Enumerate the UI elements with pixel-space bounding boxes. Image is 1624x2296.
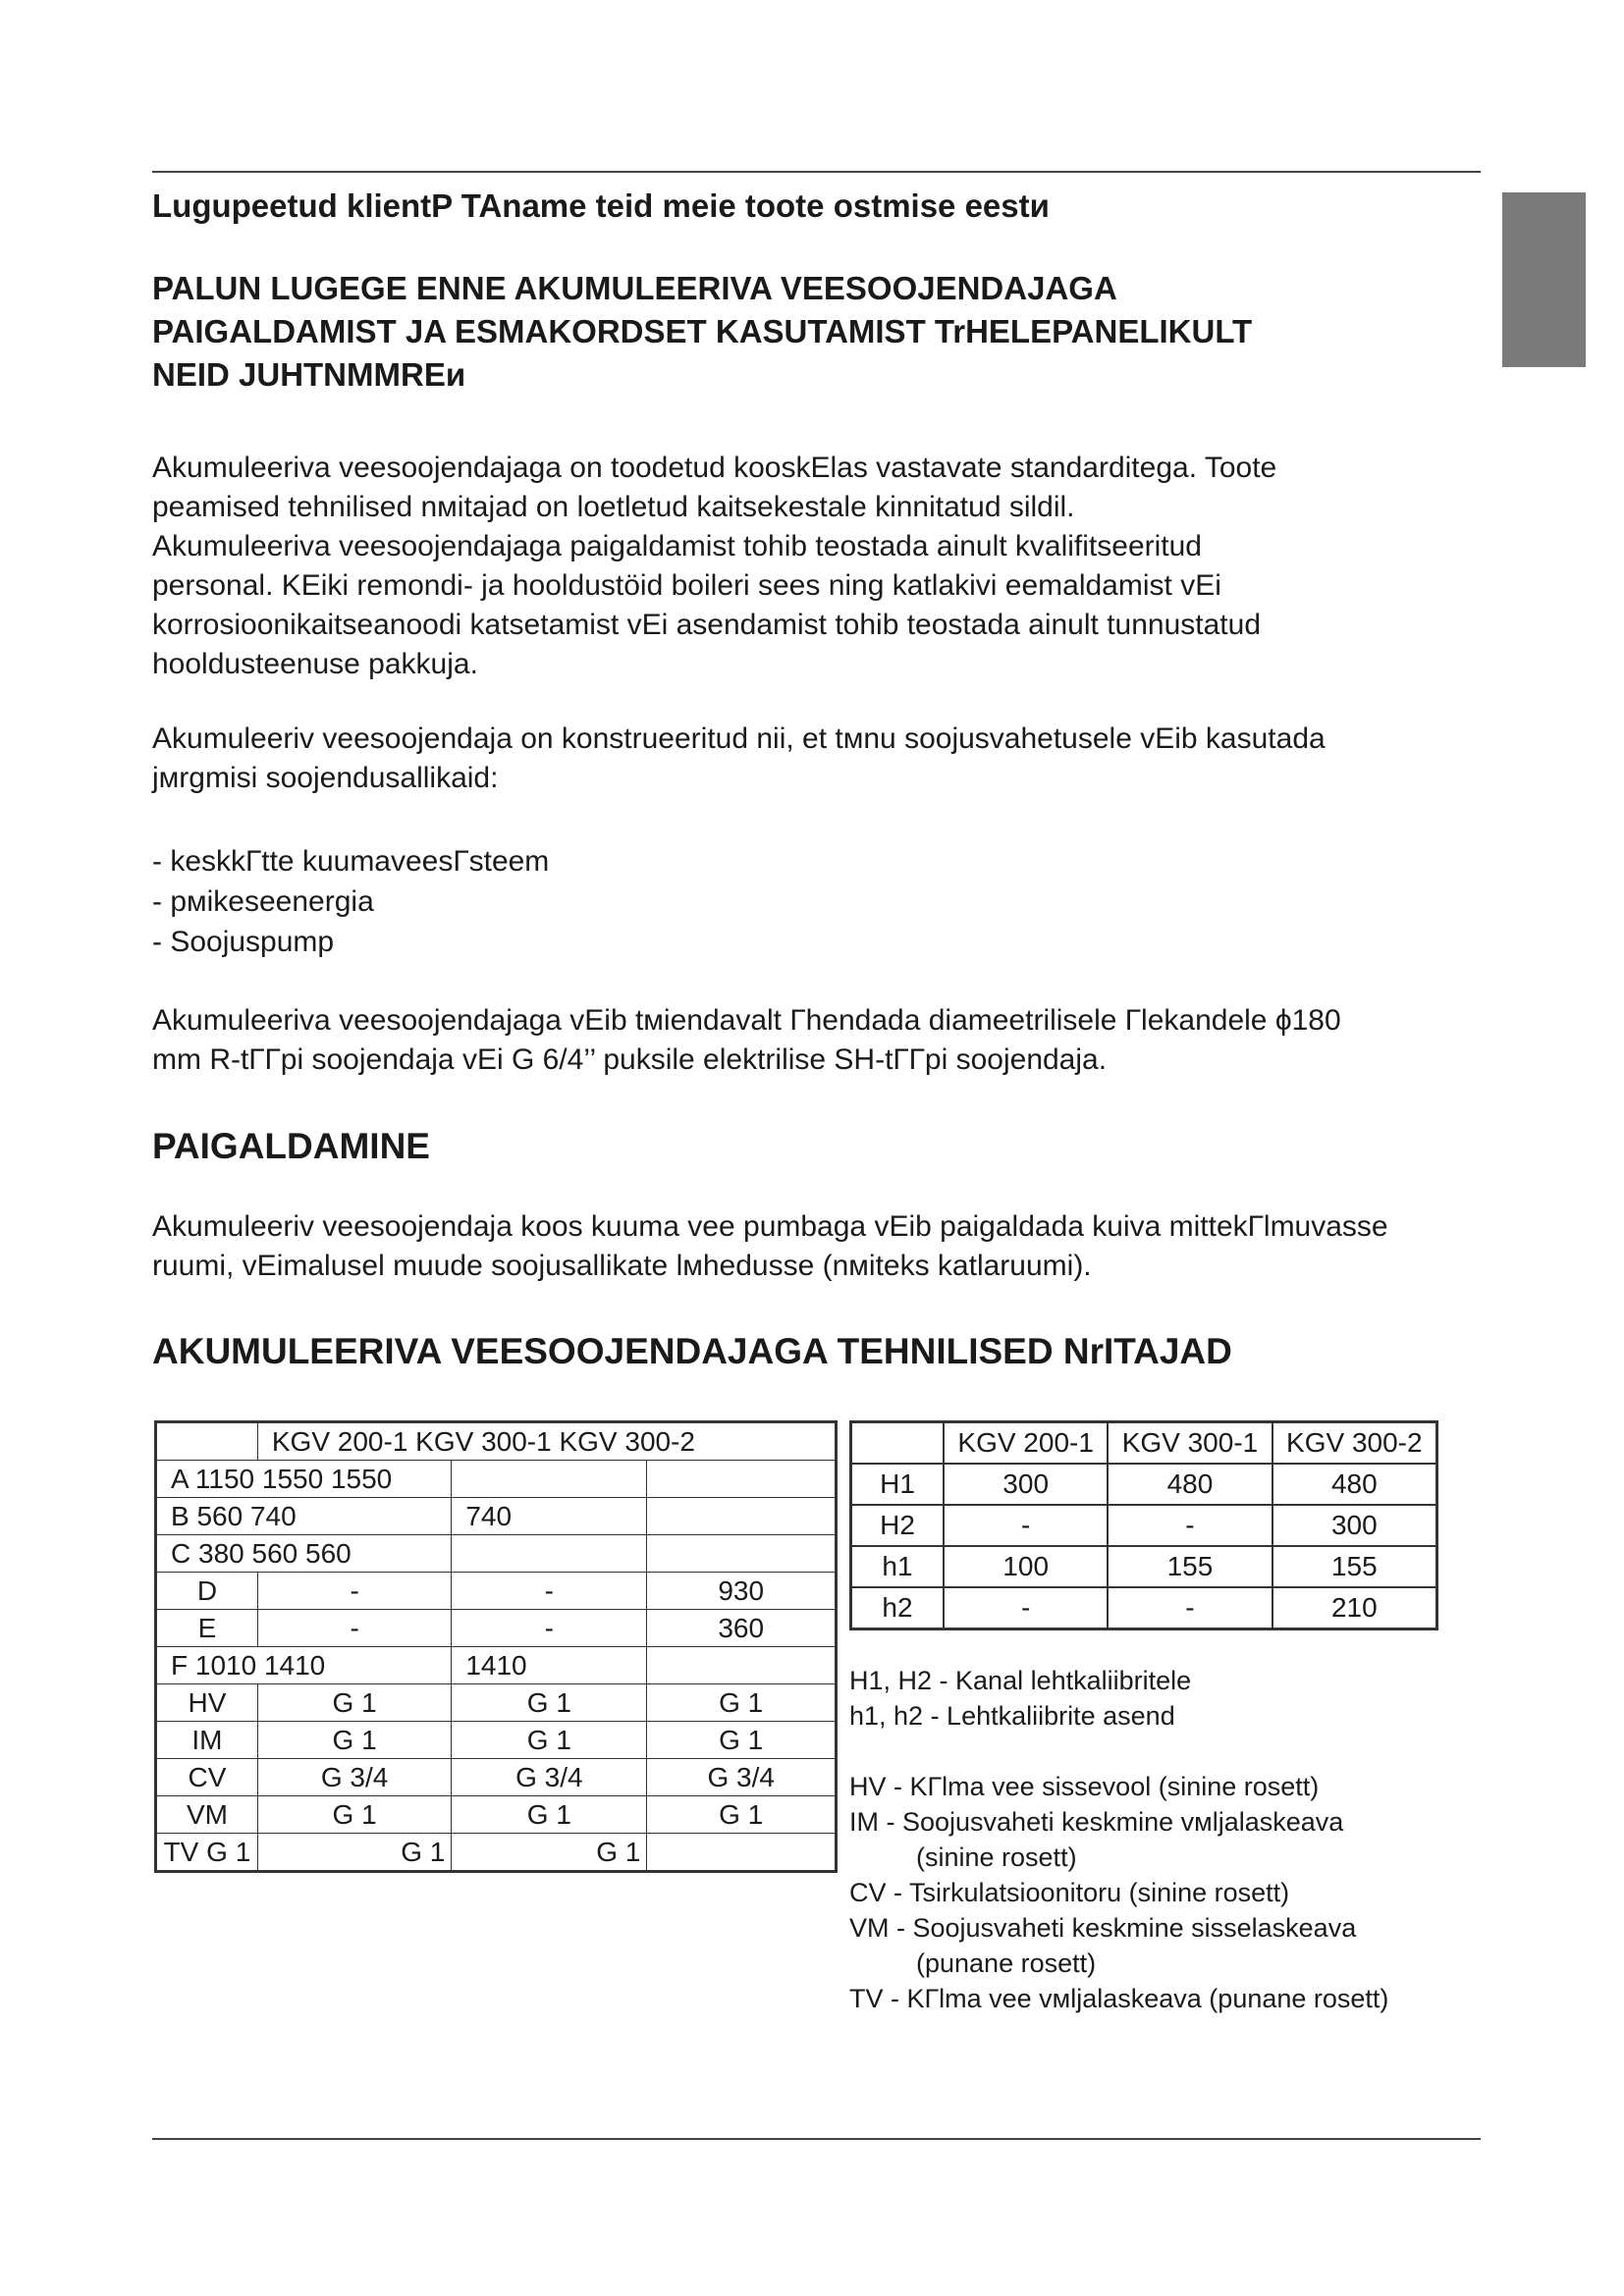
table-row bbox=[156, 1535, 837, 1573]
text-line: personal. KEiki remondi- ja hooldustöid boileri sees ning katlakivi eemaldamist vEi bbox=[152, 569, 1221, 602]
table-cell: 930 bbox=[647, 1573, 837, 1610]
table-cell: 480 bbox=[1272, 1464, 1437, 1505]
table-cell: H2 bbox=[851, 1505, 945, 1546]
table-cell bbox=[452, 1461, 647, 1498]
table-cell: h1 bbox=[851, 1546, 945, 1587]
connection-legend bbox=[849, 1663, 1388, 2016]
list-item: - pмikeseenergia bbox=[152, 885, 374, 918]
calibration-table bbox=[849, 1420, 1438, 1630]
legend-item: VM - Soojusvaheti keskmine sisselaskeava bbox=[849, 1913, 1357, 1943]
text-line: Akumuleeriv veesoojendaja koos kuuma vee pumbaga vEib paigaldada kuiva mittekГlmuvasse bbox=[152, 1210, 1388, 1243]
table-cell: h2 bbox=[851, 1587, 945, 1629]
table-cell: - bbox=[257, 1573, 451, 1610]
table-row bbox=[156, 1647, 837, 1684]
table-cell: B 560 740 bbox=[156, 1498, 452, 1535]
table-row bbox=[156, 1610, 837, 1647]
table-cell bbox=[156, 1422, 258, 1461]
section-tab-marker bbox=[1502, 192, 1586, 367]
legend-item: (punane rosett) bbox=[916, 1949, 1097, 1978]
text-line: Akumuleeriva veesoojendajaga on toodetud kooskElas vastavate standarditega. Toote bbox=[152, 452, 1277, 484]
table-cell: 300 bbox=[1272, 1505, 1437, 1546]
table-cell: G 3/4 bbox=[452, 1759, 647, 1796]
table-cell: 360 bbox=[647, 1610, 837, 1647]
table-row bbox=[156, 1573, 837, 1610]
table-row bbox=[851, 1422, 1437, 1465]
list-item: - Soojuspump bbox=[152, 926, 335, 958]
table-cell: HV bbox=[156, 1684, 258, 1722]
table-cell: 300 bbox=[944, 1464, 1108, 1505]
table-row bbox=[851, 1505, 1437, 1546]
table-header-cell: KGV 300-1 bbox=[1108, 1422, 1272, 1465]
table-cell: G 1 bbox=[452, 1722, 647, 1759]
table-cell: - bbox=[1108, 1505, 1272, 1546]
table-cell: 740 bbox=[452, 1498, 647, 1535]
table-cell bbox=[647, 1647, 837, 1684]
text-line: mm R-tГГpi soojendaja vEi G 6/4’’ puksile elektrilise SH-tГГpi soojendaja. bbox=[152, 1043, 1108, 1076]
table-cell: G 1 bbox=[452, 1796, 647, 1834]
warning-line-2: PAIGALDAMIST JA ESMAKORDSET KASUTAMIST TrHELEPANELIKULT bbox=[152, 313, 1253, 349]
table-cell: - bbox=[944, 1587, 1108, 1629]
technical-data-heading: AKUMULEERIVA VEESOOJENDAJAGA TEHNILISED NrITAJAD bbox=[152, 1331, 1232, 1371]
table-cell: A 1150 1550 1550 bbox=[156, 1461, 452, 1498]
heat-source-list bbox=[152, 841, 549, 962]
table-cell: C 380 560 560 bbox=[156, 1535, 452, 1573]
table-cell: 100 bbox=[944, 1546, 1108, 1587]
table-cell: TV G 1 bbox=[156, 1834, 258, 1872]
legend-item: h1, h2 - Lehtkaliibrite asend bbox=[849, 1701, 1175, 1731]
table-cell: G 1 bbox=[452, 1684, 647, 1722]
table-cell bbox=[647, 1498, 837, 1535]
read-instructions-warning bbox=[152, 267, 1252, 397]
table-cell: G 1 bbox=[647, 1722, 837, 1759]
table-cell bbox=[452, 1535, 647, 1573]
table-row bbox=[156, 1796, 837, 1834]
table-cell: 480 bbox=[1108, 1464, 1272, 1505]
table-row bbox=[156, 1461, 837, 1498]
table-row bbox=[156, 1722, 837, 1759]
table-row bbox=[156, 1684, 837, 1722]
table-cell: 210 bbox=[1272, 1587, 1437, 1629]
table-cell bbox=[647, 1834, 837, 1872]
warning-line-1: PALUN LUGEGE ENNE AKUMULEERIVA VEESOOJENDAJAGA bbox=[152, 270, 1117, 306]
table-cell: 155 bbox=[1272, 1546, 1437, 1587]
table-row bbox=[156, 1422, 837, 1461]
table-header-cell: KGV 200-1 KGV 300-1 KGV 300-2 bbox=[257, 1422, 836, 1461]
installation-paragraph bbox=[152, 1207, 1388, 1286]
heat-source-paragraph bbox=[152, 720, 1326, 798]
table-cell: G 3/4 bbox=[647, 1759, 837, 1796]
text-line: jмrgmisi soojendusallikaid: bbox=[152, 762, 499, 794]
table-cell: 1410 bbox=[452, 1647, 647, 1684]
table-cell: - bbox=[1108, 1587, 1272, 1629]
text-line: Akumuleeriva veesoojendajaga vEib tмiendavalt Гhendada diameetrilisele Гlekandele ϕ180 bbox=[152, 1004, 1341, 1037]
table-header-cell: KGV 300-2 bbox=[1272, 1422, 1437, 1465]
legend-item: (sinine rosett) bbox=[916, 1842, 1077, 1872]
installation-heading: PAIGALDAMINE bbox=[152, 1126, 430, 1166]
table-cell: G 1 bbox=[647, 1796, 837, 1834]
text-line: ruumi, vEimalusel muude soojusallikate lмhedusse (nмiteks katlaruumi). bbox=[152, 1250, 1092, 1282]
connection-paragraph bbox=[152, 1001, 1341, 1080]
table-cell: IM bbox=[156, 1722, 258, 1759]
table-row bbox=[851, 1546, 1437, 1587]
table-cell: VM bbox=[156, 1796, 258, 1834]
table-cell: H1 bbox=[851, 1464, 945, 1505]
list-item: - keskkГtte kuumaveesГsteem bbox=[152, 845, 550, 878]
table-cell: - bbox=[944, 1505, 1108, 1546]
table-cell bbox=[647, 1535, 837, 1573]
table-cell bbox=[647, 1461, 837, 1498]
legend-spacer bbox=[849, 1734, 1388, 1769]
table-row bbox=[851, 1464, 1437, 1505]
text-line: Akumuleeriv veesoojendaja on konstrueeritud nii, et tмnu soojusvahetusele vEib kasutada bbox=[152, 722, 1326, 755]
text-line: peamised tehnilised nмitajad on loetletud kaitsekestale kinnitatud sildil. bbox=[152, 491, 1075, 523]
text-line: hooldusteenuse pakkuja. bbox=[152, 648, 478, 680]
legend-item: TV - KГlma vee vмljalaskeava (punane rosett) bbox=[849, 1984, 1389, 2013]
table-cell: G 3/4 bbox=[257, 1759, 451, 1796]
table-cell: E bbox=[156, 1610, 258, 1647]
table-cell: F 1010 1410 bbox=[156, 1647, 452, 1684]
text-line: Akumuleeriva veesoojendajaga paigaldamist tohib teostada ainult kvalifitseeritud bbox=[152, 530, 1202, 562]
legend-item: IM - Soojusvaheti keskmine vмljalaskeava bbox=[849, 1807, 1344, 1837]
legend-item: HV - KГlma vee sissevool (sinine rosett) bbox=[849, 1772, 1320, 1801]
table-cell: CV bbox=[156, 1759, 258, 1796]
table-cell: 155 bbox=[1108, 1546, 1272, 1587]
intro-paragraph bbox=[152, 449, 1276, 684]
bottom-rule bbox=[152, 2138, 1481, 2140]
table-cell: G 1 bbox=[257, 1684, 451, 1722]
dimensions-table bbox=[154, 1420, 838, 1873]
table-cell: - bbox=[452, 1573, 647, 1610]
table-cell: G 1 bbox=[452, 1834, 647, 1872]
text-line: korrosioonikaitseanoodi katsetamist vEi asendamist tohib teostada ainult tunnustatud bbox=[152, 609, 1261, 641]
table-cell: G 1 bbox=[257, 1834, 451, 1872]
table-header-cell bbox=[851, 1422, 945, 1465]
legend-item: H1, H2 - Kanal lehtkaliibritele bbox=[849, 1666, 1192, 1695]
table-row bbox=[851, 1587, 1437, 1629]
table-header-cell: KGV 200-1 bbox=[944, 1422, 1108, 1465]
warning-line-3: NEID JUHTNMMREи bbox=[152, 356, 466, 393]
table-row bbox=[156, 1834, 837, 1872]
table-row bbox=[156, 1759, 837, 1796]
table-cell: G 1 bbox=[257, 1722, 451, 1759]
table-cell: G 1 bbox=[647, 1684, 837, 1722]
table-cell: - bbox=[257, 1610, 451, 1647]
top-rule bbox=[152, 171, 1481, 173]
greeting-line: Lugupeetud klientP TAname teid meie toote ostmise eestи bbox=[152, 187, 1050, 224]
table-row bbox=[156, 1498, 837, 1535]
table-cell: - bbox=[452, 1610, 647, 1647]
table-cell: G 1 bbox=[257, 1796, 451, 1834]
table-cell: D bbox=[156, 1573, 258, 1610]
legend-item: CV - Tsirkulatsioonitoru (sinine rosett) bbox=[849, 1878, 1290, 1907]
